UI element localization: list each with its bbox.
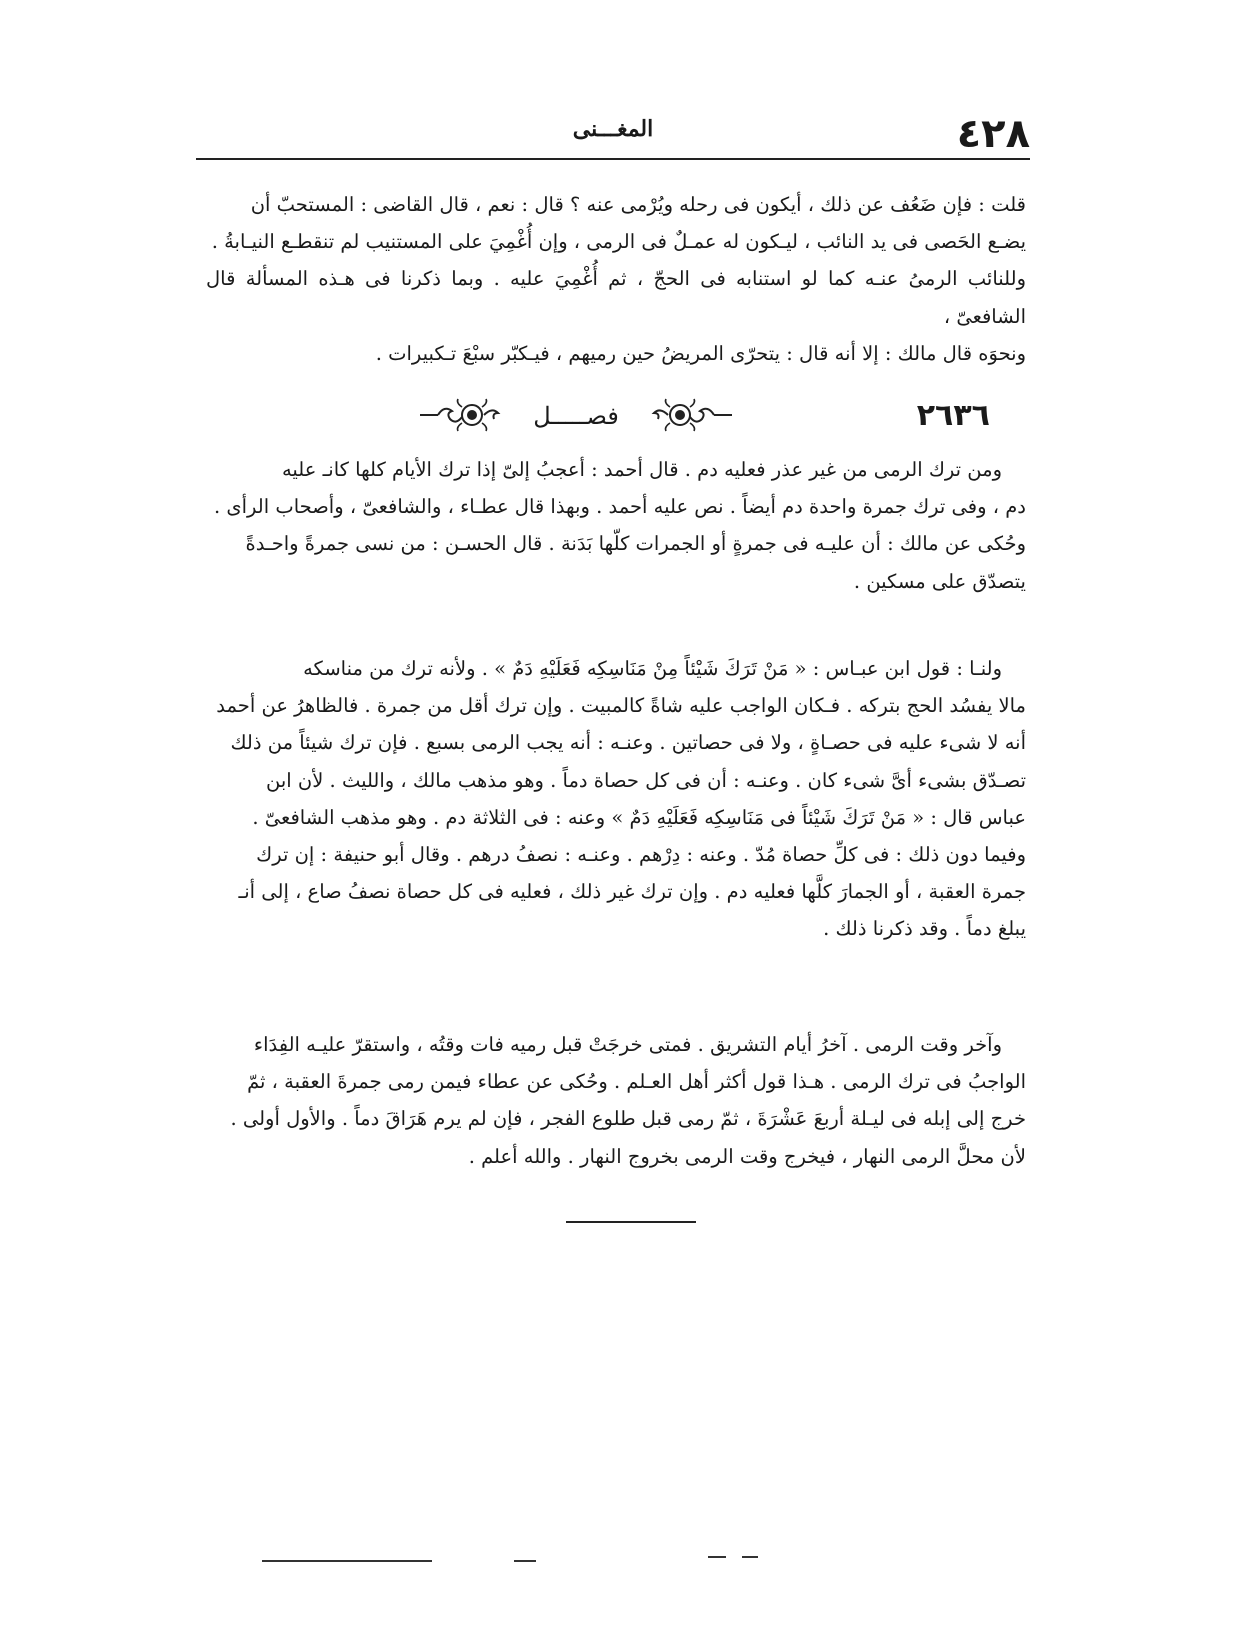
text-line: الواجبُ فى ترك الرمى . هـذا قول أكثر أهل العـلم . وحُكى عن عطاء فيمن رمى جمرةَ العقبة ، ثمّ [247, 1070, 1026, 1094]
text-line: أنه لا شىء عليه فى حصـاةٍ ، ولا فى حصاتين . وعنـه : أنه يجب الرمى بسبع . فإن ترك شيئاً من ذلك [230, 731, 1026, 755]
text-line: قلت : فإن ضَعُف عن ذلك ، أيكون فى رحله ويُرْمى عنه ؟ قال : نعم ، قال القاضى : المستحبّ أن [250, 193, 1026, 216]
text-line: ولنـا : قول ابن عبـاس : « مَنْ تَرَكَ شَيْئاً مِنْ مَنَاسِكِه فَعَلَيْهِ دَمٌ » . ولأنه ترك من مناسكه [303, 657, 1002, 680]
text-line: تصـدّق بشىء أىَّ شىء كان . وعنـه : أن فى كل حصاة دماً . وهو مذهب مالك ، والليث . لأن ابن [266, 768, 1026, 792]
section-end-divider [566, 1221, 696, 1223]
paragraph-2 [206, 451, 1026, 600]
footer-mark [708, 1556, 726, 1558]
text-line: ونحوَه قال مالك : إلا أنه قال : يتحرّى المريضُ حين رميهم ، فيـكبّر سبْعَ تـكبيرات . [375, 341, 1026, 365]
text-line: يتصدّق على مسكين . [853, 569, 1026, 593]
text-line: وآخر وقت الرمى . آخرُ أيام التشريق . فمتى خرجَتْ قبل رميه فات وقتُه ، واستقرّ عليـه الفِدَاء [253, 1033, 1002, 1056]
text-line: ومن ترك الرمى من غير عذر فعليه دم . قال أحمد : أعجبُ إلىّ إذا ترك الأيام كلها كانـ عليه [281, 458, 1002, 481]
text-line: وحُكى عن مالك : أن عليـه فى جمرةٍ أو الجمرات كلّها بَدَنة . قال الحسـن : من نسى جمرةً واحـدةً [245, 532, 1026, 556]
header-divider [196, 158, 1030, 160]
footer-mark [514, 1560, 536, 1562]
section-title: فصـــــل [533, 402, 619, 430]
section-number: ٢٦٣٦ [916, 398, 990, 433]
text-line: عباس قال : « مَنْ تَرَكَ شَيْئاً فى مَنَاسِكِه فَعَلَيْهِ دَمٌ » وعنه : فى الثلاثة دم . وهو مذهب الشافعىّ . [252, 805, 1026, 829]
ornament-right-icon [650, 398, 736, 432]
text-line: وفيما دون ذلك : فى كلِّ حصاة مُدّ . وعنه : دِرْهم . وعنـه : نصفُ درهم . وقال أبو حنيفة : إن ترك [256, 843, 1026, 867]
text-line: دم ، وفى ترك جمرة واحدة دم أيضاً . نص عليه أحمد . وبهذا قال عطـاء ، والشافعىّ ، وأصحاب الرأى . [213, 495, 1026, 519]
ornament-left-icon [416, 398, 502, 432]
page-header [196, 110, 1030, 158]
text-line: لأن محلَّ الرمى النهار ، فيخرج وقت الرمى بخروج النهار . والله أعلم . [468, 1144, 1026, 1168]
footer-mark [742, 1556, 758, 1558]
text-line: جمرة العقبة ، أو الجمارَ كلَّها فعليه دم . وإن ترك غير ذلك ، فعليه فى كل حصاة نصفُ صاع ، إلى أنـ [238, 880, 1026, 904]
page-number: ٤٢٨ [956, 111, 1030, 157]
text-line: يبلغ دماً . وقد ذكرنا ذلك . [823, 917, 1026, 941]
running-title: المغـــنى [572, 116, 654, 142]
text-line: خرج إلى إبله فى ليـلة أربعَ عَشْرَةَ ، ثمّ رمى قبل طلوع الفجر ، فإن لم يرم هَرَاقَ دماً . والأول أولى . [230, 1107, 1026, 1131]
text-line: يضـع الحَصى فى يد النائب ، ليـكون له عمـلٌ فى الرمى ، وإن أُغْمِيَ على المستنيب لم تنقطـع النيـابةُ . [211, 230, 1026, 254]
text-line: مالا يفسُد الحج بتركه . فـكان الواجب عليه شاةً كالمبيت . وإن ترك أقل من جمرة . فالظاهرُ عن أحمد [216, 694, 1026, 718]
text-line: وللنائب الرمىُ عنـه كما لو استنابه فى الحجّ ، ثم أُغْمِيَ عليه . وبما ذكرنا فى هـذه المسألة قال الشافعىّ ، [206, 267, 1026, 328]
paragraph-3 [206, 650, 1026, 948]
section-heading [196, 392, 1030, 440]
paragraph-4 [206, 1026, 1026, 1175]
footer-mark [262, 1560, 432, 1562]
paragraph-1 [206, 186, 1026, 372]
section-title-block [416, 392, 736, 440]
